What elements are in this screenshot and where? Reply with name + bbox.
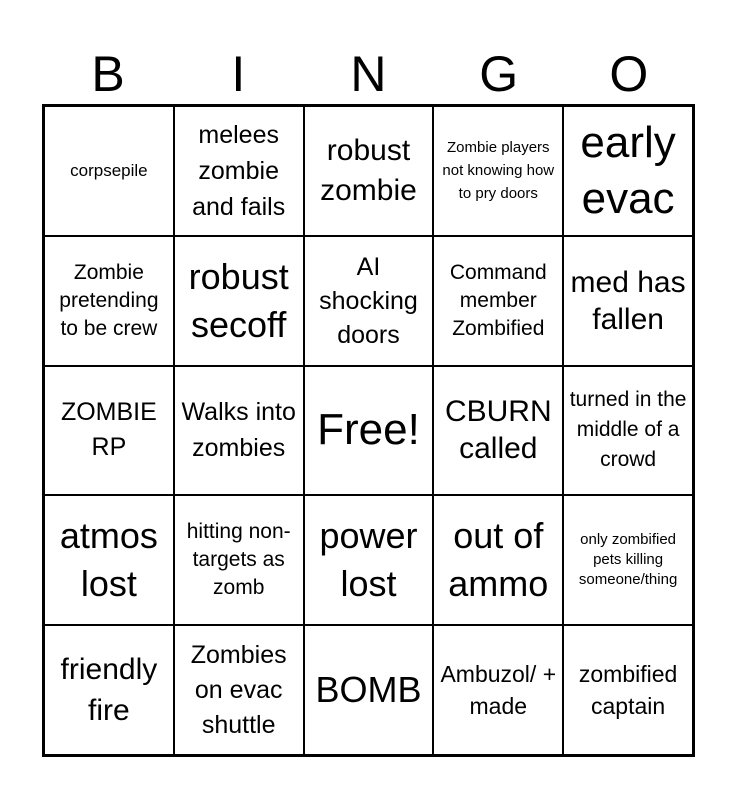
bingo-cell-r2-c2[interactable]	[174, 236, 304, 366]
bingo-cell-r4-c5[interactable]	[563, 495, 693, 625]
cell-text: robust secoff	[188, 255, 289, 345]
bingo-cell-r5-c2[interactable]	[174, 625, 304, 755]
bingo-cell-r4-c2[interactable]	[174, 495, 304, 625]
cell-text: Ambuzol/ + made	[440, 661, 557, 720]
bingo-cell-r3-c2[interactable]	[174, 366, 304, 496]
cell-text: zombified captain	[578, 661, 678, 720]
bingo-cell-r1-c3[interactable]	[304, 106, 434, 236]
bingo-cell-r3-c3[interactable]	[304, 366, 434, 496]
bingo-board	[42, 104, 695, 757]
cell-text: robust zombie	[320, 133, 417, 207]
bingo-cell-r4-c1[interactable]	[44, 495, 174, 625]
bingo-cell-r2-c1[interactable]	[44, 236, 174, 366]
bingo-cell-r3-c5[interactable]	[563, 366, 693, 496]
cell-text: Zombie pretending to be crew	[59, 260, 159, 340]
bingo-cell-r1-c1[interactable]	[44, 106, 174, 236]
cell-text: BOMB	[315, 669, 422, 711]
bingo-cell-r4-c4[interactable]	[433, 495, 563, 625]
bingo-cell-r1-c2[interactable]	[174, 106, 304, 236]
header-letter-o: O	[609, 46, 649, 102]
cell-text: med has fallen	[570, 265, 686, 336]
cell-text: ZOMBIE RP	[60, 398, 157, 462]
cell-text: melees zombie and fails	[192, 120, 286, 221]
bingo-cell-r2-c4[interactable]	[433, 236, 563, 366]
bingo-cell-r4-c3[interactable]	[304, 495, 434, 625]
bingo-cell-r5-c1[interactable]	[44, 625, 174, 755]
bingo-cell-r1-c5[interactable]	[563, 106, 693, 236]
free-space-text: Free!	[317, 405, 420, 455]
cell-text: friendly fire	[60, 653, 158, 728]
cell-text: turned in the middle of a crowd	[569, 388, 687, 472]
header-letter-i: I	[231, 46, 246, 102]
header-letter-g: G	[479, 46, 519, 102]
cell-text: atmos lost	[59, 515, 158, 605]
bingo-cell-r1-c4[interactable]	[433, 106, 563, 236]
cell-text: AI shocking doors	[319, 252, 418, 349]
cell-text: CBURN called	[444, 395, 552, 466]
cell-text: power lost	[319, 515, 418, 605]
cell-text: Command member Zombified	[449, 260, 547, 340]
cell-text: early evac	[580, 117, 676, 223]
cell-text: hitting non-targets as zomb	[186, 520, 291, 600]
cell-text: Zombies on evac shuttle	[190, 640, 287, 739]
bingo-header	[43, 44, 694, 104]
bingo-cell-r2-c3[interactable]	[304, 236, 434, 366]
bingo-cell-r3-c4[interactable]	[433, 366, 563, 496]
cell-text: out of ammo	[448, 515, 549, 605]
bingo-cell-r2-c5[interactable]	[563, 236, 693, 366]
cell-text: only zombified pets killing someone/thing	[578, 531, 678, 589]
header-letter-b: B	[91, 46, 125, 102]
header-letter-n: N	[350, 46, 387, 102]
bingo-cell-r5-c5[interactable]	[563, 625, 693, 755]
bingo-cell-r5-c3[interactable]	[304, 625, 434, 755]
cell-text: corpsepile	[70, 161, 148, 181]
bingo-cell-r3-c1[interactable]	[44, 366, 174, 496]
bingo-cell-r5-c4[interactable]	[433, 625, 563, 755]
cell-text: Zombie players not knowing how to pry doors	[442, 139, 555, 203]
cell-text: Walks into zombies	[181, 398, 296, 463]
